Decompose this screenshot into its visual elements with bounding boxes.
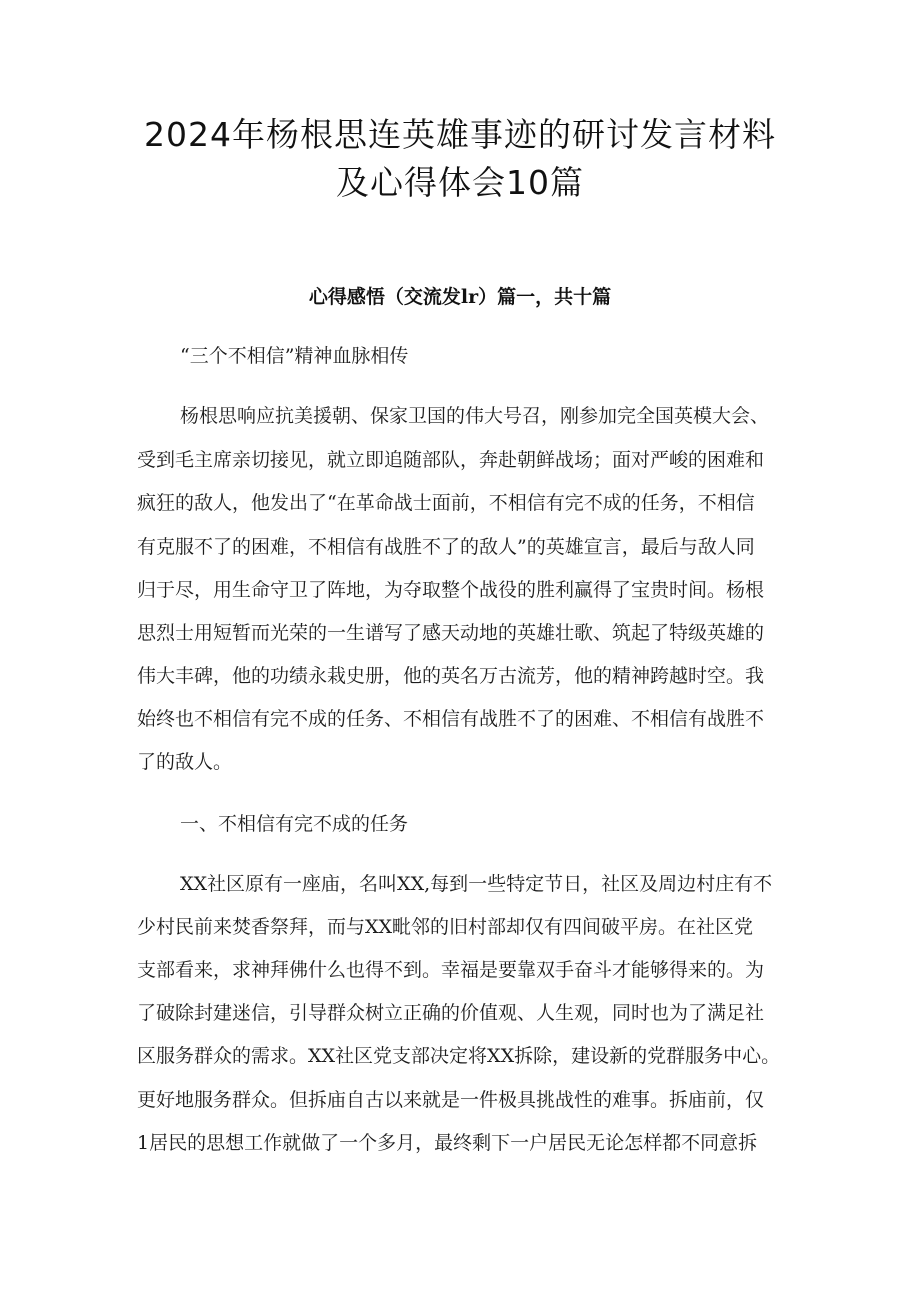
paragraph-line: XX社区原有一座庙，名叫XX,每到一些特定节日，社区及周边村庄有不 [180, 873, 773, 895]
paragraph-line: 了的敌人。 [137, 751, 233, 773]
paragraph-line: 有克服不了的困难，不相信有战胜不了的敌人”的英雄宣言，最后与敌人同 [137, 536, 755, 558]
point-1-heading: 一、不相信有完不成的任务 [180, 813, 409, 835]
document-title-line-2: 及心得体会10篇 [336, 163, 584, 202]
paragraph-line: 1居民的思想工作就做了一个多月，最终剩下一户居民无论怎样都不同意拆 [137, 1132, 758, 1154]
paragraph-line: 思烈士用短暂而光荣的一生谱写了感天动地的英雄壮歌、筑起了特级英雄的 [137, 622, 765, 644]
paragraph-line: 区服务群众的需求。XX社区党支部决定将XX拆除，建设新的党群服务中心。 [137, 1045, 781, 1067]
paragraph-line: 受到毛主席亲切接见，就立即追随部队，奔赴朝鲜战场；面对严峻的困难和 [137, 449, 765, 471]
paragraph-line: 归于尽，用生命守卫了阵地，为夺取整个战役的胜利赢得了宝贵时间。杨根 [137, 579, 765, 601]
paragraph-line: 更好地服务群众。但拆庙自古以来就是一件极具挑战性的难事。拆庙前，仅 [137, 1089, 765, 1111]
document-title-line-1: 2024年杨根思连英雄事迹的研讨发言材料 [144, 115, 776, 154]
paragraph-line: 支部看来，求神拜佛什么也得不到。幸福是要靠双手奋斗才能够得来的。为 [137, 959, 765, 981]
paragraph-line: 少村民前来焚香祭拜，而与XX毗邻的旧村部却仅有四间破平房。在社区党 [137, 916, 754, 938]
paragraph-line: 始终也不相信有完不成的任务、不相信有战胜不了的困难、不相信有战胜不 [137, 708, 765, 730]
paragraph-line: 疯狂的敌人，他发出了“在革命战士面前，不相信有完不成的任务，不相信 [137, 492, 755, 514]
paragraph-line: 杨根思响应抗美援朝、保家卫国的伟大号召，刚参加完全国英模大会、 [180, 405, 770, 427]
paragraph-line: 了破除封建迷信，引导群众树立正确的价值观、人生观，同时也为了满足社 [137, 1002, 765, 1024]
subtitle: “三个不相信”精神血脉相传 [180, 345, 409, 367]
paragraph-line: 伟大丰碑，他的功绩永栽史册，他的英名万古流芳，他的精神跨越时空。我 [137, 665, 765, 687]
section-heading: 心得感悟（交流发lr）篇一，共十篇 [308, 286, 612, 308]
